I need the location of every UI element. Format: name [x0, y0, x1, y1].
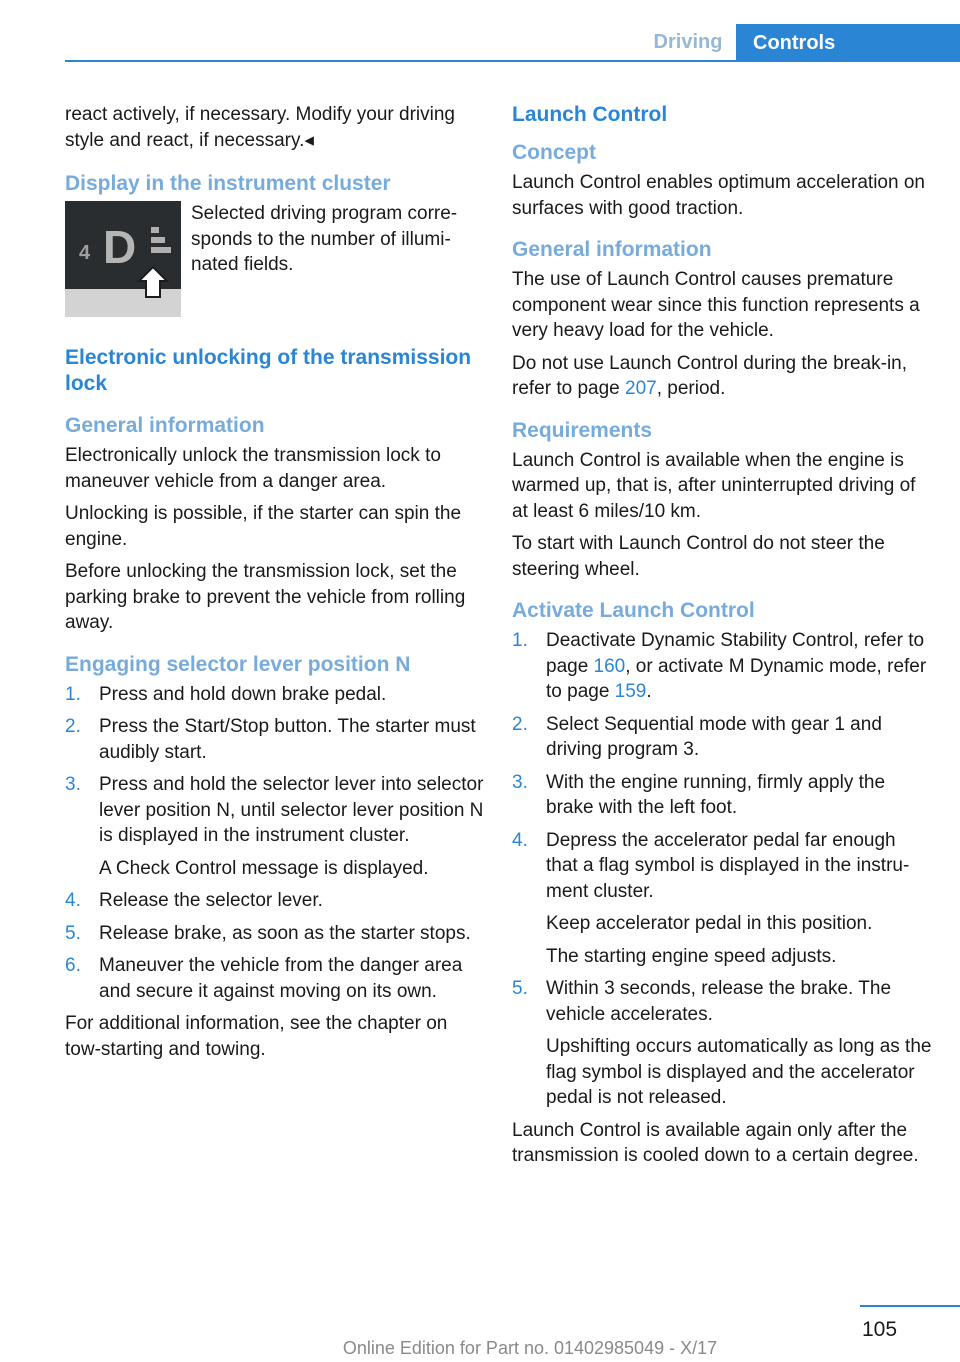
- tab-driving[interactable]: Driving: [653, 30, 723, 53]
- list-item: [65, 921, 485, 947]
- list-item: [65, 714, 485, 765]
- program-field-2: [151, 237, 165, 243]
- general-paragraph-1: Electronically unlock the transmission lock to maneuver vehicle from a danger area.: [65, 445, 441, 492]
- closing-paragraph-right: Launch Control is available again only after the transmission is cooled down to a certain degree.: [512, 1119, 919, 1166]
- step-subtext: Upshifting occurs automatically as long as the flag symbol is displayed and the accelerator pedal is not released.: [546, 1036, 932, 1108]
- concept-paragraph: Launch Control enables optimum acceleration on surfaces with good traction.: [512, 172, 925, 219]
- step-text: Maneuver the vehicle from the danger area and secure it against moving on its own.: [99, 955, 463, 1002]
- list-item: [65, 888, 485, 914]
- general-paragraph-2: Unlocking is possible, if the starter can spin the engine.: [65, 503, 462, 550]
- cluster-display-graphic: [65, 201, 181, 317]
- step-number: 4.: [65, 890, 81, 911]
- launch-general-paragraph-2: Do not use Launch Control during the break-in, refer to page 207, period.: [512, 352, 908, 399]
- step-text: Press and hold the selector lever into selector lever position N, until selector lever position N is displayed in the instrument cluster.: [99, 774, 484, 846]
- edition-footer: Online Edition for Part no. 01402985049 - X/17: [342, 1338, 718, 1358]
- program-field-3: [151, 247, 171, 253]
- general-info-heading-right: General information: [512, 238, 712, 261]
- step-subtext: The starting engine speed adjusts.: [546, 945, 837, 967]
- list-item: [512, 770, 932, 821]
- cluster-gear-number: 4: [79, 242, 91, 264]
- footer-rule: [860, 1305, 960, 1307]
- display-description: Selected driving program corresponds to the number of illuminated fields.: [191, 203, 458, 275]
- step-text: With the engine running, firmly apply the brake with the left foot.: [546, 771, 886, 818]
- step-text: Press the Start/Stop button. The starter must audibly start.: [99, 716, 476, 763]
- step-number: 1.: [512, 630, 528, 651]
- intro-paragraph: react actively, if necessary. Modify your driving style and react, if necessary.◂: [65, 104, 455, 151]
- header-tabs: [640, 24, 960, 62]
- step-number: 2.: [65, 716, 81, 737]
- list-item: [65, 682, 485, 708]
- engage-heading: Engaging selector lever position N: [65, 652, 411, 676]
- step-number: 1.: [65, 683, 81, 705]
- left-column: [65, 102, 485, 1069]
- step-number: 2.: [512, 713, 528, 735]
- requirements-heading: Requirements: [512, 418, 653, 442]
- display-heading: Display in the instrument cluster: [65, 172, 391, 195]
- arrow-up-icon: [139, 267, 167, 297]
- list-item: [512, 976, 932, 1111]
- display-figure: [65, 201, 485, 329]
- step-text: Release the selector lever.: [99, 890, 323, 911]
- step-text: Select Sequential mode with gear 1 and driving program 3.: [546, 713, 882, 760]
- engage-steps-list: [65, 682, 485, 1005]
- list-item: [512, 712, 932, 763]
- unlock-heading: Electronic unlocking of the transmission lock: [65, 346, 472, 395]
- right-column: [512, 102, 932, 1176]
- step-number: 3.: [512, 771, 528, 793]
- list-item: [512, 828, 932, 970]
- general-info-heading-left: General information: [65, 414, 265, 437]
- step-text: Depress the accelerator pedal far enough that a flag symbol is displayed in the instrument cluster.: [546, 829, 910, 902]
- requirements-paragraph-2: To start with Launch Control do not steer the steering wheel.: [512, 533, 885, 580]
- general-paragraph-3: Before unlocking the transmission lock, set the parking brake to prevent the vehicle from rolling away.: [65, 561, 466, 633]
- list-item: 1. Deactivate Dynamic Stability Control, refer to page 160, or activate M Dynamic mode, refer to page 159.: [512, 630, 927, 702]
- tab-controls[interactable]: Controls: [736, 24, 960, 62]
- activate-steps-list: [512, 628, 932, 1111]
- launch-control-heading: Launch Control: [512, 103, 668, 126]
- page-link-159[interactable]: 159: [614, 681, 647, 702]
- step-number: 4.: [512, 829, 528, 851]
- step-subtext: Keep accelerator pedal in this position.: [546, 913, 873, 934]
- list-item: [65, 953, 485, 1004]
- step-text: Within 3 seconds, release the brake. The vehicle accelerates.: [546, 978, 892, 1025]
- program-field-1: [151, 227, 159, 233]
- activate-heading: Activate Launch Control: [512, 599, 755, 622]
- step-number: 5.: [512, 978, 528, 999]
- step-number: 5.: [65, 922, 81, 944]
- page-link-207[interactable]: 207: [625, 378, 657, 399]
- step-text: Release brake, as soon as the starter stops.: [99, 922, 471, 944]
- step-subtext: A Check Control message is displayed.: [99, 857, 429, 879]
- step-text: Press and hold down brake pedal.: [99, 683, 387, 705]
- step-number: 6.: [65, 955, 81, 976]
- concept-heading: Concept: [512, 141, 596, 164]
- header-rule: [65, 60, 960, 62]
- step-number: 3.: [65, 774, 81, 795]
- cluster-gear-letter: D: [103, 221, 137, 273]
- closing-paragraph-left: For additional information, see the chapter on tow-starting and towing.: [65, 1013, 448, 1060]
- requirements-paragraph-1: Launch Control is available when the engine is warmed up, that is, after uninterrupted driving of at least 6 miles/10 km.: [512, 449, 916, 522]
- page-number: 105: [862, 1318, 898, 1341]
- instrument-cluster-image: [65, 201, 181, 317]
- page-link-160[interactable]: 160: [593, 655, 626, 677]
- launch-general-paragraph-1: The use of Launch Control causes premature component wear since this function represents a very heavy load for the vehicle.: [512, 269, 920, 341]
- list-item: [65, 772, 485, 881]
